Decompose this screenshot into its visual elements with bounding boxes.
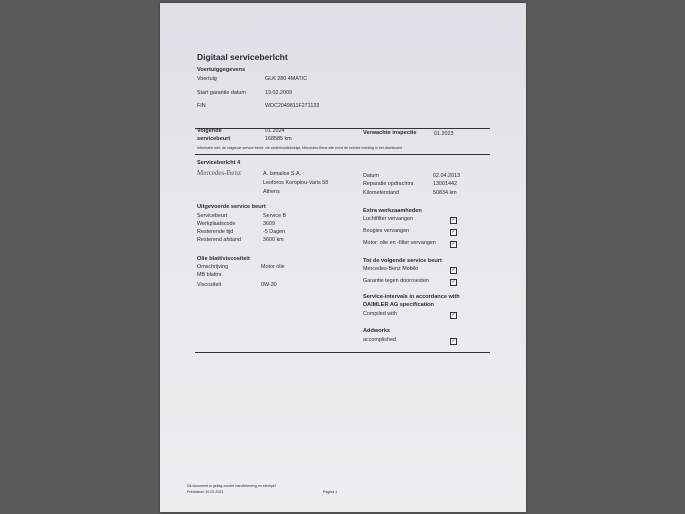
oil-description-value: Motor olie	[261, 264, 285, 270]
service-heading: Uitgevoerde service beurt	[197, 204, 266, 210]
addworks-item: accomplished	[363, 337, 396, 343]
intervals-heading-2: DAIMLER AG specification	[363, 302, 434, 308]
rust-warranty-item: Garantie tegen doorroesten	[363, 278, 429, 284]
dealer-name: A. Ismailos S.A.	[263, 171, 302, 177]
next-service-label-1: Volgende	[197, 128, 222, 134]
intervals-heading-1: Service-intervals in accordance with	[363, 294, 460, 300]
inspection-label: Verwachte inspectie	[363, 130, 417, 136]
mobilo-item: Mercedes-Benz Mobilo	[363, 266, 419, 272]
repair-order-label: Reparatie opdrachtnr.	[363, 181, 415, 187]
document-title: Digitaal serviceberlcht	[197, 52, 288, 62]
checkbox-accomplished: ✓	[451, 338, 456, 344]
next-service-top-rule	[195, 128, 490, 129]
vehicle-label: Voertuig	[197, 76, 217, 82]
remaining-distance-value: 3600 km	[263, 237, 284, 243]
date-label: Datum	[363, 173, 379, 179]
next-service-label-2: servicebeurt	[197, 136, 231, 142]
fin-value: WDC2049811F271133	[265, 103, 320, 109]
mercedes-benz-brand: Mercedes-Benz	[197, 169, 241, 177]
footer-print-date: Printdatum 10.02.2023	[187, 490, 224, 494]
remaining-time-value: -5 Dagen	[263, 229, 286, 235]
warranty-start-label: Start garantie datum	[197, 90, 246, 96]
repair-order-value: 13001442	[433, 181, 457, 187]
checkbox-compiled: ✓	[451, 312, 456, 318]
warranty-start-value: 19.02.2009	[265, 90, 292, 96]
vehicle-section-heading: Voertuiggegevens	[197, 67, 246, 73]
date-value: 02.04.2013	[433, 173, 460, 179]
service-type-value: Service B	[263, 213, 287, 219]
oil-description-label: Omschrijving	[197, 264, 229, 270]
checkbox-air-filter: ✓	[451, 217, 456, 223]
workshop-code-value: 3609	[263, 221, 275, 227]
service-type-label: Servicebeurt	[197, 213, 228, 219]
oil-sheet-label: MB blattnr.	[197, 272, 223, 278]
inspection-date: 01.2023	[434, 131, 454, 137]
content-bottom-rule	[195, 352, 490, 353]
checkbox-spark-plugs: ✓	[451, 229, 456, 235]
addworks-heading: Addworks	[363, 328, 391, 334]
extra-work-item-spark-plugs: Bougies vervangen	[363, 228, 410, 234]
oil-viscosity-value: 0W-30	[261, 282, 277, 288]
next-service-km: 168585 km	[265, 136, 292, 142]
dealer-street: Leoforos Koropiou-Varis 58	[263, 180, 329, 186]
next-service-bottom-rule	[195, 154, 490, 155]
footer-validity-note: Dit document is geldig zonder handtekening en stempel	[187, 484, 276, 488]
extra-work-heading: Extra werkzaamheden	[363, 208, 422, 214]
remaining-time-label: Resterende tijd	[197, 229, 234, 235]
checkbox-oil-filter: ✓	[451, 241, 456, 247]
checkbox-rust-warranty: ✓	[451, 279, 456, 285]
oil-viscosity-label: Viscositeit	[197, 282, 222, 288]
vehicle-value: GLK 280 4MATIC	[265, 76, 308, 82]
next-service-items-heading: Tot de volgende service beurt	[363, 258, 442, 264]
odometer-value: 50834 km	[433, 190, 457, 196]
dealer-city: Athens	[263, 189, 280, 195]
report-heading: Serviceberlcht 4	[197, 160, 241, 166]
odometer-label: Kilometerstand	[363, 190, 399, 196]
extra-work-item-air-filter: Luchtfilter vervangen	[363, 216, 414, 222]
oil-heading: Olie blatt/viscositeit	[197, 256, 250, 262]
intervals-item: Compiled with	[363, 311, 397, 317]
workshop-code-label: Werkplaatscode	[197, 221, 236, 227]
document-page	[160, 3, 526, 512]
next-service-date: 01.2024	[265, 128, 285, 134]
footer-page-number: Pagina 1	[323, 490, 338, 494]
checkbox-mobilo: ✓	[451, 267, 456, 273]
fin-label: FIN	[197, 103, 206, 109]
extra-work-item-oil-filter: Motor: olie en -filter vervangen	[363, 240, 436, 246]
next-service-note: Informatie mbt. de volgende service beurt: zie onderhoudsboekje, Mercedes-Benz site en/of de service melding in het dashboard	[197, 146, 402, 150]
remaining-distance-label: Resterend afstand	[197, 237, 242, 243]
